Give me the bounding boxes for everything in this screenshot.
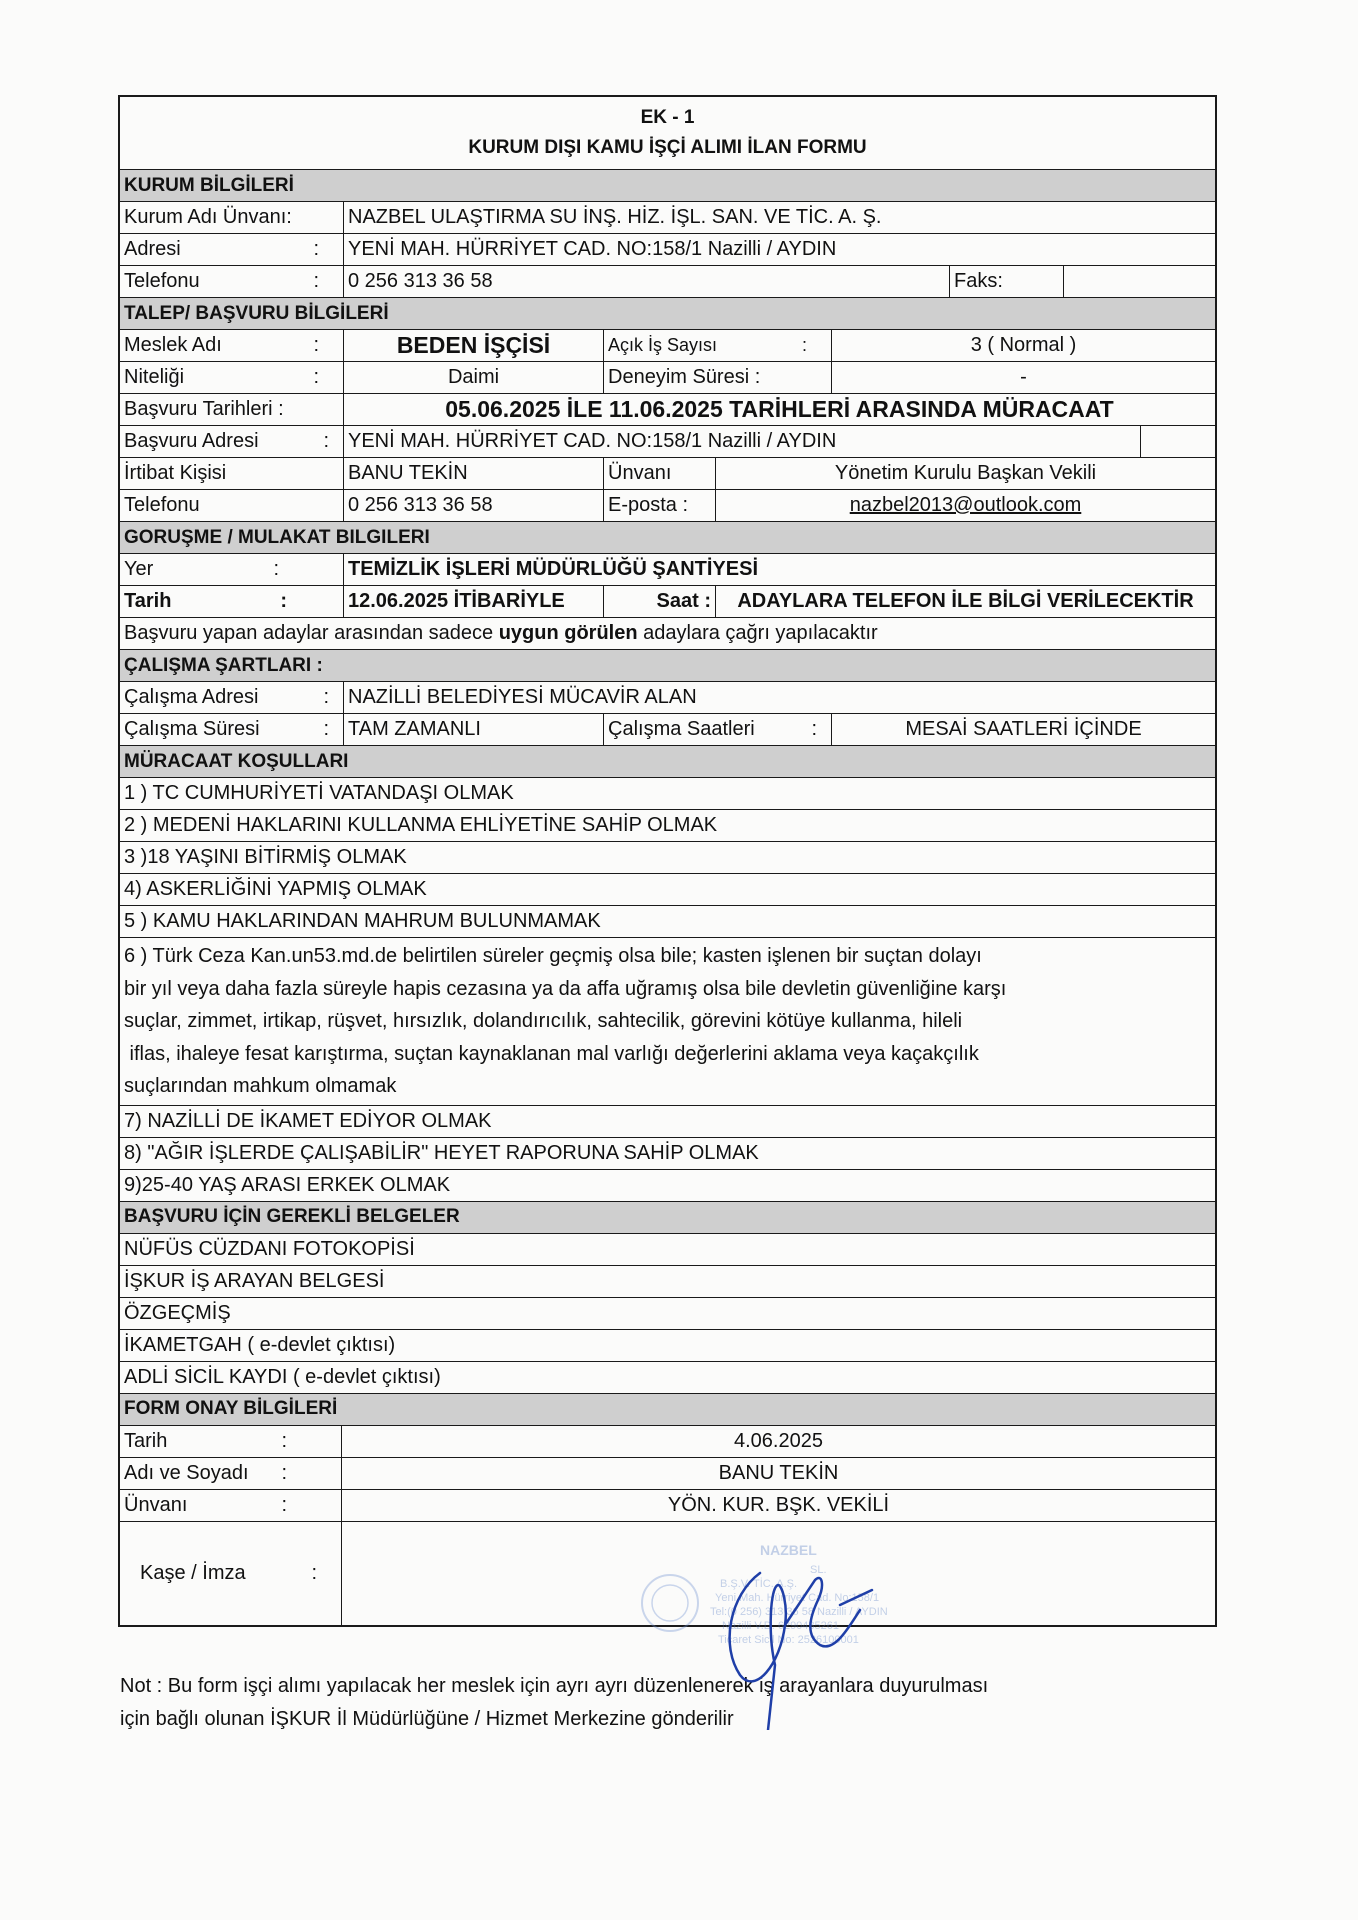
- email-cell: [715, 490, 1215, 521]
- fax-label: Faks:: [949, 266, 1063, 297]
- list-item: [120, 1265, 1215, 1297]
- list-item: [120, 1329, 1215, 1361]
- empty-cell: [1140, 426, 1215, 457]
- colon: :: [323, 686, 329, 708]
- value-cell: TAM ZAMANLI: [343, 714, 603, 745]
- colon: :: [281, 1493, 287, 1516]
- value-cell: BANU TEKİN: [343, 458, 603, 489]
- stamp-text: Nazilli V.D. 6290435261: [722, 1620, 840, 1632]
- value-cell: YENİ MAH. HÜRRİYET CAD. NO:158/1 Nazilli / AYDIN: [343, 234, 1215, 265]
- footer-note: [120, 1670, 1200, 1736]
- condition-line: suçlar, zimmet, irtikap, rüşvet, hırsızlık, dolandırıcılık, sahtecilik, görevini kötüye kullanma, hileli: [124, 1010, 963, 1032]
- form-header: [120, 97, 1215, 169]
- section-belgeler: [120, 1201, 1215, 1233]
- colon: :: [273, 558, 279, 580]
- onay-tarih-row: [120, 1425, 1215, 1457]
- kurum-tel-row: [120, 265, 1215, 297]
- note-emphasis: uygun görülen: [498, 622, 638, 644]
- value-cell: 05.06.2025 İLE 11.06.2025 TARİHLERİ ARASINDA MÜRACAAT: [343, 394, 1215, 425]
- label-text: Çalışma Süresi: [124, 718, 260, 740]
- label-text: Adresi: [124, 238, 181, 260]
- colon: :: [313, 366, 319, 388]
- nitelik-row: [120, 361, 1215, 393]
- list-item: [120, 1105, 1215, 1137]
- value-cell: 4.06.2025: [341, 1426, 1215, 1457]
- list-item: [120, 809, 1215, 841]
- list-item: [120, 1169, 1215, 1201]
- label-cell: [120, 586, 343, 617]
- basvuru-adres-row: [120, 425, 1215, 457]
- list-item: [120, 1361, 1215, 1393]
- label-text: Meslek Adı: [124, 334, 222, 356]
- colon: :: [313, 334, 319, 356]
- label-cell: [120, 1458, 341, 1489]
- irtibat-row: [120, 457, 1215, 489]
- tarih-saat-row: [120, 585, 1215, 617]
- condition-text: 1 ) TC CUMHURİYETİ VATANDAŞI OLMAK: [124, 782, 514, 804]
- value-cell: 12.06.2025 İTİBARİYLE: [343, 586, 603, 617]
- condition-text: 2 ) MEDENİ HAKLARINI KULLANMA EHLİYETİNE SAHİP OLMAK: [124, 814, 718, 836]
- value-cell: 0 256 313 36 58: [343, 490, 603, 521]
- document-text: İKAMETGAH ( e-devlet çıktısı): [124, 1333, 396, 1356]
- label-cell: [120, 682, 343, 713]
- document-text: İŞKUR İŞ ARAYAN BELGESİ: [124, 1269, 385, 1292]
- condition-text: 3 )18 YAŞINI BİTİRMİŞ OLMAK: [124, 846, 407, 868]
- label-cell: [120, 1490, 341, 1521]
- annex-label: EK - 1: [640, 107, 695, 128]
- value-cell: MESAİ SAATLERİ İÇİNDE: [831, 714, 1215, 745]
- condition-text: 5 ) KAMU HAKLARINDAN MAHRUM BULUNMAMAK: [124, 910, 601, 932]
- calisma-adres-row: [120, 681, 1215, 713]
- section-title: MÜRACAAT KOŞULLARI: [120, 746, 1215, 777]
- section-calisma: [120, 649, 1215, 681]
- label-text: Kaşe / İmza: [140, 1561, 246, 1584]
- section-title: KURUM BİLGİLERİ: [120, 170, 1215, 201]
- colon: :: [280, 590, 287, 612]
- label-cell: [120, 1522, 341, 1625]
- label-cell: Ünvanı: [603, 458, 715, 489]
- colon: :: [311, 1561, 317, 1584]
- condition-text-multiline: [120, 938, 1215, 1105]
- footer-line: için bağlı olunan İŞKUR İl Müdürlüğüne / Hizmet Merkezine gönderilir: [120, 1708, 734, 1730]
- onay-ad-row: [120, 1457, 1215, 1489]
- label-text: Tarih: [124, 1429, 168, 1452]
- value-cell: BEDEN İŞÇİSİ: [343, 330, 603, 361]
- label-text: Tarih: [124, 590, 172, 612]
- list-item: [120, 873, 1215, 905]
- meslek-row: [120, 329, 1215, 361]
- label-cell: [120, 234, 343, 265]
- section-title: FORM ONAY BİLGİLERİ: [120, 1394, 1215, 1425]
- label-cell: [120, 714, 343, 745]
- value-cell: YENİ MAH. HÜRRİYET CAD. NO:158/1 Nazilli / AYDIN: [343, 426, 1140, 457]
- email-link[interactable]: nazbel2013@outlook.com: [849, 494, 1082, 516]
- note-text: Başvuru yapan adaylar arasından sadece: [124, 622, 499, 644]
- label-cell: [120, 266, 343, 297]
- document-text: ADLİ SİCİL KAYDI ( e-devlet çıktısı): [124, 1365, 441, 1388]
- section-kurum: [120, 169, 1215, 201]
- basvuru-tarih-row: [120, 393, 1215, 425]
- form-title: KURUM DIŞI KAMU İŞÇİ ALIMI İLAN FORMU: [468, 137, 867, 158]
- list-item: [120, 1137, 1215, 1169]
- stamp-text: NAZBEL: [760, 1542, 817, 1558]
- label-cell: Saat :: [603, 586, 715, 617]
- value-cell: 3 ( Normal ): [831, 330, 1215, 361]
- condition-text: 8) "AĞIR İŞLERDE ÇALIŞABİLİR" HEYET RAPORUNA SAHİP OLMAK: [124, 1141, 759, 1164]
- section-talep: [120, 297, 1215, 329]
- section-title: ÇALIŞMA ŞARTLARI :: [120, 650, 1215, 681]
- condition-text: 9)25-40 YAŞ ARASI ERKEK OLMAK: [124, 1173, 451, 1196]
- yer-row: [120, 553, 1215, 585]
- label-text: Adı ve Soyadı: [124, 1461, 249, 1484]
- value-cell: BANU TEKİN: [341, 1458, 1215, 1489]
- condition-text: 4) ASKERLİĞİNİ YAPMIŞ OLMAK: [124, 878, 427, 900]
- fax-value: [1063, 266, 1215, 297]
- colon: :: [801, 335, 807, 355]
- list-item: [120, 905, 1215, 937]
- condition-line: 6 ) Türk Ceza Kan.un53.md.de belirtilen süreler geçmiş olsa bile; kasten işlenen bir suçtan dolayı: [124, 945, 982, 967]
- condition-line: suçlarından mahkum olmamak: [124, 1075, 397, 1097]
- label-text: Telefonu: [124, 270, 200, 292]
- list-item: [120, 1233, 1215, 1265]
- stamp-text: B.Ş.V. TİC. A.Ş.: [720, 1578, 798, 1590]
- label-text: Ünvanı: [124, 1493, 188, 1516]
- label-cell: [120, 330, 343, 361]
- condition-text: 7) NAZİLLİ DE İKAMET EDİYOR OLMAK: [124, 1109, 492, 1132]
- document-text: ÖZGEÇMİŞ: [124, 1301, 231, 1324]
- signature-cell: [341, 1522, 1215, 1625]
- colon: :: [313, 270, 319, 292]
- section-kosullar: [120, 745, 1215, 777]
- label-text: Çalışma Adresi: [124, 686, 259, 708]
- value-cell: Yönetim Kurulu Başkan Vekili: [715, 458, 1215, 489]
- stamp-text: Yeni Mah. Hürriyet Cad. No:158/1: [715, 1592, 880, 1604]
- label-cell: İrtibat Kişisi: [124, 462, 227, 484]
- value-cell: TEMİZLİK İŞLERİ MÜDÜRLÜĞÜ ŞANTİYESİ: [343, 554, 1215, 585]
- onay-unvan-row: [120, 1489, 1215, 1521]
- label-text: Çalışma Saatleri: [608, 718, 755, 740]
- label-cell: Kurum Adı Ünvanı:: [124, 206, 292, 228]
- list-item: [120, 937, 1215, 1105]
- label-text: Niteliği: [124, 366, 185, 388]
- stamp-text: SL.: [810, 1564, 827, 1576]
- colon: :: [811, 718, 817, 740]
- stamp-text: Ticaret Sicil No: 2526100001: [718, 1634, 859, 1646]
- section-onay: [120, 1393, 1215, 1425]
- value-cell: NAZİLLİ BELEDİYESİ MÜCAVİR ALAN: [343, 682, 1215, 713]
- label-cell: Deneyim Süresi :: [603, 362, 831, 393]
- label-cell: [120, 554, 343, 585]
- colon: :: [323, 430, 329, 452]
- colon: :: [313, 238, 319, 260]
- condition-line: iflas, ihaleye fesat karıştırma, suçtan kaynaklanan mal varlığı değerlerini aklama veya kaçakçılık: [124, 1042, 979, 1065]
- label-cell: Telefonu: [124, 494, 200, 516]
- calisma-sure-row: [120, 713, 1215, 745]
- value-cell: -: [831, 362, 1215, 393]
- label-cell: E-posta :: [603, 490, 715, 521]
- section-title: TALEP/ BAŞVURU BİLGİLERİ: [120, 298, 1215, 329]
- section-title: BAŞVURU İÇİN GEREKLİ BELGELER: [120, 1202, 1215, 1233]
- note-text: adaylara çağrı yapılacaktır: [637, 622, 878, 644]
- document-text: NÜFÜS CÜZDANI FOTOKOPİSİ: [124, 1237, 415, 1260]
- label-cell: [603, 330, 831, 361]
- label-text: Yer: [124, 558, 154, 580]
- value-cell: YÖN. KUR. BŞK. VEKİLİ: [341, 1490, 1215, 1521]
- list-item: [120, 1297, 1215, 1329]
- form-table: [118, 95, 1217, 1627]
- value-cell: 0 256 313 36 58: [343, 266, 949, 297]
- condition-line: bir yıl veya daha fazla süreyle hapis cezasına ya da affa uğramış olsa bile devletin güvenliğine karşı: [124, 977, 1007, 1000]
- value-cell: Daimi: [343, 362, 603, 393]
- footer-line: Not : Bu form işçi alımı yapılacak her meslek için ayrı ayrı düzenlenerek iş arayanlara duyurulması: [120, 1675, 989, 1697]
- gorusme-note-row: [120, 617, 1215, 649]
- label-cell: [120, 426, 343, 457]
- label-cell: Başvuru Tarihleri :: [124, 398, 284, 420]
- iletisim-row: [120, 489, 1215, 521]
- kurum-ad-row: [120, 201, 1215, 233]
- label-cell: [120, 1426, 341, 1457]
- colon: :: [281, 1461, 287, 1484]
- value-cell: ADAYLARA TELEFON İLE BİLGİ VERİLECEKTİR: [715, 586, 1215, 617]
- stamp-text: Tel:(0 256) 313 36 58 Nazilli / AYDIN: [710, 1606, 888, 1618]
- kurum-adres-row: [120, 233, 1215, 265]
- note-cell: [120, 618, 1215, 649]
- section-gorusme: [120, 521, 1215, 553]
- section-title: GORUŞME / MULAKAT BILGILERI: [120, 522, 1215, 553]
- label-cell: [603, 714, 831, 745]
- colon: :: [323, 718, 329, 740]
- colon: :: [281, 1429, 287, 1452]
- kase-imza-row: [120, 1521, 1215, 1625]
- list-item: [120, 777, 1215, 809]
- value-cell: NAZBEL ULAŞTIRMA SU İNŞ. HİZ. İŞL. SAN. VE TİC. A. Ş.: [343, 202, 1215, 233]
- label-text: Başvuru Adresi: [124, 430, 259, 452]
- label-text: Açık İş Sayısı: [608, 335, 718, 355]
- list-item: [120, 841, 1215, 873]
- label-cell: [120, 362, 343, 393]
